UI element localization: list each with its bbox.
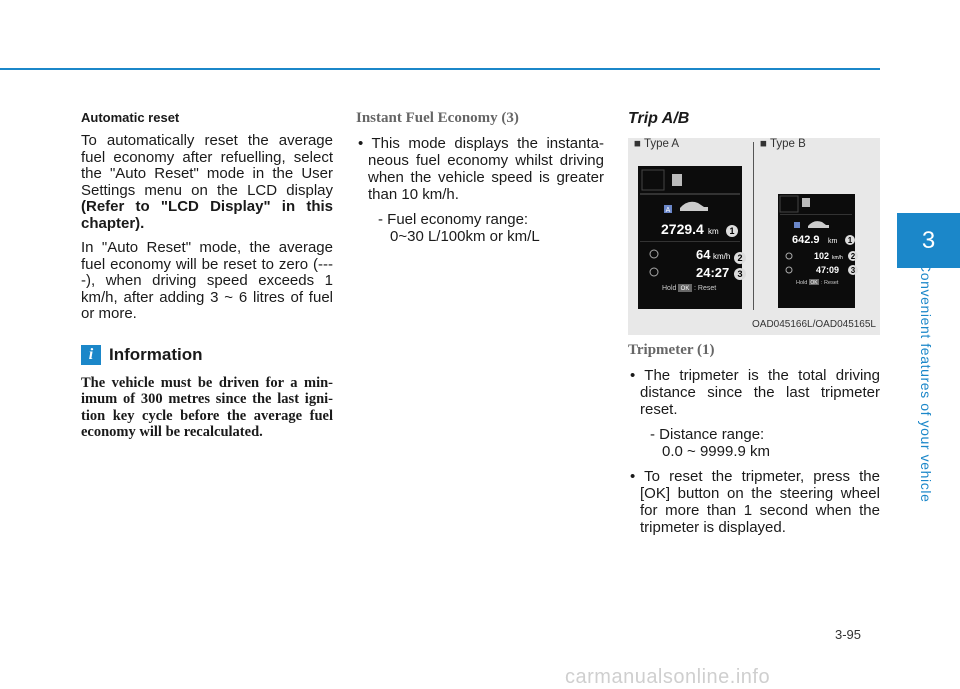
figure-caption: OAD045166L/OAD045165L <box>752 319 876 330</box>
type-a-hold-text: Hold <box>662 285 677 292</box>
bullet-text: The tripmeter is the total driving distance since the last tripmeter reset. <box>640 367 880 418</box>
header-rule <box>0 68 880 70</box>
section-heading: Automatic reset <box>81 110 180 125</box>
type-b-odometer: 642.9 <box>792 234 820 246</box>
tripmeter-section <box>628 342 880 544</box>
cluster-figure <box>628 138 880 335</box>
type-a-speed: 64 <box>696 247 711 262</box>
marker-3-label: 3 <box>737 269 743 279</box>
marker-1-label: 1 <box>847 236 853 245</box>
marker-2-label: 2 <box>737 253 743 263</box>
section-heading: Instant Fuel Economy (3) <box>356 110 519 126</box>
bullet-text: This mode displays the instanta-neous fuel economy whilst driving when the vehicle speed is greater than 10 km/h. <box>368 135 604 203</box>
marker-3-label: 3 <box>850 266 856 275</box>
column-automatic-reset <box>81 110 333 441</box>
information-text: The vehicle must be driven for a min-imum of 300 metres since the last igni-tion key cycle before the average fuel economy will be recalculated. <box>81 374 333 440</box>
information-header <box>81 345 333 365</box>
cluster-screens <box>628 138 880 318</box>
type-a-reset-text: : Reset <box>694 285 717 292</box>
type-b-label: ■ Type B <box>760 138 806 150</box>
type-b-hold-text: Hold <box>796 280 808 286</box>
chapter-tab <box>897 213 960 268</box>
trip-a-badge-label: A <box>665 207 671 214</box>
type-a-label: ■ Type A <box>634 138 680 150</box>
type-a-rule <box>640 193 740 195</box>
type-a-text: Type A <box>643 138 680 150</box>
information-title: Information <box>109 344 203 364</box>
range-label: - Fuel economy range: <box>378 211 529 228</box>
fuel-pump-icon <box>802 198 810 207</box>
type-b-odometer-unit: km <box>828 238 838 245</box>
type-b-speed-unit: km/h <box>832 255 843 261</box>
bullet-text: To reset the tripmeter, press the [OK] button on the steering wheel for more than 1 second when the tripmeter is displayed. <box>640 468 880 536</box>
bullet-item: • This mode displays the instanta-neous fuel economy whilst driving when the vehicle speed is greater than 10 km/h. <box>358 135 604 203</box>
range-note <box>356 211 604 245</box>
info-icon: i <box>81 345 101 365</box>
marker-2-label: 2 <box>850 252 856 261</box>
trip-b-badge <box>794 222 800 228</box>
paragraph <box>81 133 333 232</box>
type-a-odometer-unit: km <box>708 227 719 236</box>
section-heading: Tripmeter (1) <box>628 342 715 358</box>
page-number: 3-95 <box>835 627 862 642</box>
type-b-rule <box>780 214 852 215</box>
paragraph: In "Auto Reset" mode, the average fuel economy will be reset to zero (----), when driving speed exceeds 1 km/h, after adding 3 ~ 6 litres of fuel or more. <box>81 239 333 322</box>
bullet-item: • The tripmeter is the total driving distance since the last tripmeter reset. <box>630 367 880 418</box>
column-trip <box>628 110 880 335</box>
type-b-speed: 102 <box>814 251 830 261</box>
range-value: 0.0 ~ 9999.9 km <box>662 443 770 460</box>
type-b-time: 47:09 <box>816 265 840 275</box>
paragraph-bold-text: (Refer to "LCD Display" in this chapter). <box>81 198 333 232</box>
chapter-number: 3 <box>921 226 936 254</box>
type-b-text: Type B <box>769 138 806 150</box>
watermark: carmanualsonline.info <box>565 666 771 688</box>
type-a-rule <box>640 241 740 242</box>
range-note <box>628 426 880 460</box>
ok-key-label: OK <box>810 280 818 286</box>
type-a-speed-unit: km/h <box>713 252 731 261</box>
fuel-pump-icon <box>672 174 682 186</box>
section-heading: Trip A/B <box>628 110 690 127</box>
bullet-item: • To reset the tripmeter, press the [OK] button on the steering wheel for more than 1 second when the tripmeter is displayed. <box>630 468 880 536</box>
column-instant-fuel-economy <box>356 110 604 253</box>
type-a-odometer: 2729.4 <box>661 221 704 237</box>
range-label: - Distance range: <box>650 426 765 443</box>
paragraph-text: To automatically reset the average fuel economy after refuelling, select the "Auto Reset" mode in the User Settings menu on the LCD display <box>81 132 333 199</box>
type-a-time: 24:27 <box>696 265 730 280</box>
ok-key-label: OK <box>680 286 690 292</box>
chapter-title: Convenient features of your vehicle <box>918 262 934 503</box>
type-b-reset-text: : Reset <box>821 280 839 286</box>
marker-1-label: 1 <box>729 226 735 236</box>
range-value: 0~30 L/100km or km/L <box>390 228 540 245</box>
